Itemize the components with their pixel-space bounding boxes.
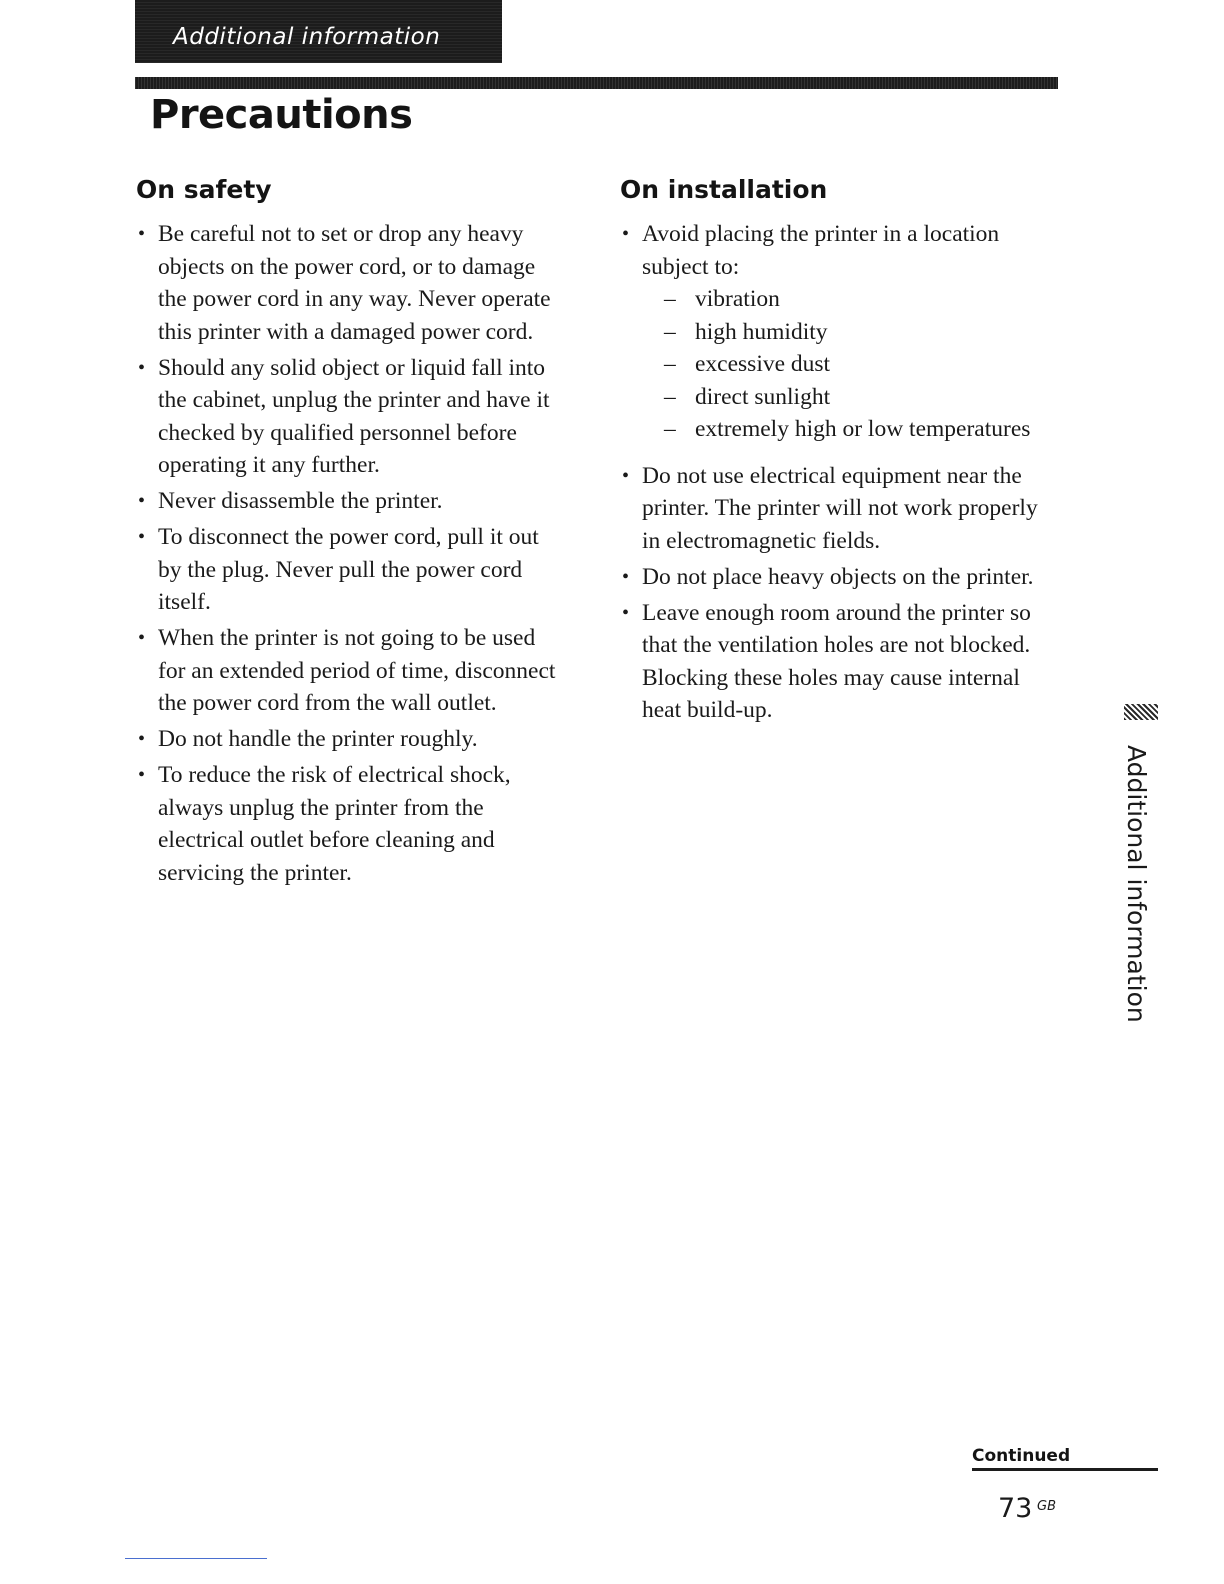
- continued-rule: [972, 1468, 1158, 1471]
- continued-label: Continued: [972, 1446, 1071, 1466]
- header-rule: [135, 77, 1058, 89]
- installation-item: • Leave enough room around the printer so that the ventilation holes are not blocked. Blocking these holes may cause internal heat build-up.: [620, 597, 1050, 727]
- bottom-divider: [125, 1558, 267, 1559]
- condition-item: – extremely high or low temperatures: [642, 413, 1050, 446]
- installation-intro: Avoid placing the printer in a location subject to:: [642, 221, 1000, 280]
- safety-item: • Should any solid object or liquid fall into the cabinet, unplug the printer and have it checked by qualified personnel before operating it any further.: [136, 352, 566, 482]
- safety-item: • Be careful not to set or drop any heavy objects on the power cord, or to damage the power cord in any way. Never operate this printer with a damaged power cord.: [136, 218, 566, 348]
- section-tab: [135, 0, 502, 63]
- safety-item: • When the printer is not going to be used for an extended period of time, disconnect the power cord from the wall outlet.: [136, 622, 566, 720]
- installation-item: [620, 218, 1050, 446]
- safety-list: [136, 218, 566, 893]
- condition-item: – high humidity: [642, 316, 1050, 349]
- safety-item: • Never disassemble the printer.: [136, 485, 566, 518]
- safety-item: • To disconnect the power cord, pull it out by the plug. Never pull the power cord itself.: [136, 521, 566, 619]
- installation-heading: On installation: [620, 175, 828, 204]
- condition-item: – direct sunlight: [642, 381, 1050, 414]
- page-number-suffix: GB: [1037, 1499, 1056, 1514]
- page-title: Precautions: [150, 92, 413, 138]
- side-tab-marker: [1124, 704, 1158, 720]
- safety-item: • To reduce the risk of electrical shock, always unplug the printer from the electrical outlet before cleaning and servicing the printer.: [136, 759, 566, 889]
- safety-heading: On safety: [136, 175, 272, 204]
- installation-item: • Do not use electrical equipment near the printer. The printer will not work properly in electromagnetic fields.: [620, 460, 1050, 558]
- condition-list: [642, 283, 1050, 446]
- safety-item: • Do not handle the printer roughly.: [136, 723, 566, 756]
- side-tab-label: Additional information: [1122, 745, 1151, 1023]
- condition-item: – excessive dust: [642, 348, 1050, 381]
- condition-item: – vibration: [642, 283, 1050, 316]
- installation-list: [620, 218, 1050, 730]
- page-number: 73: [998, 1493, 1033, 1524]
- section-tab-label: Additional information: [173, 24, 441, 50]
- installation-item: • Do not place heavy objects on the printer.: [620, 561, 1050, 594]
